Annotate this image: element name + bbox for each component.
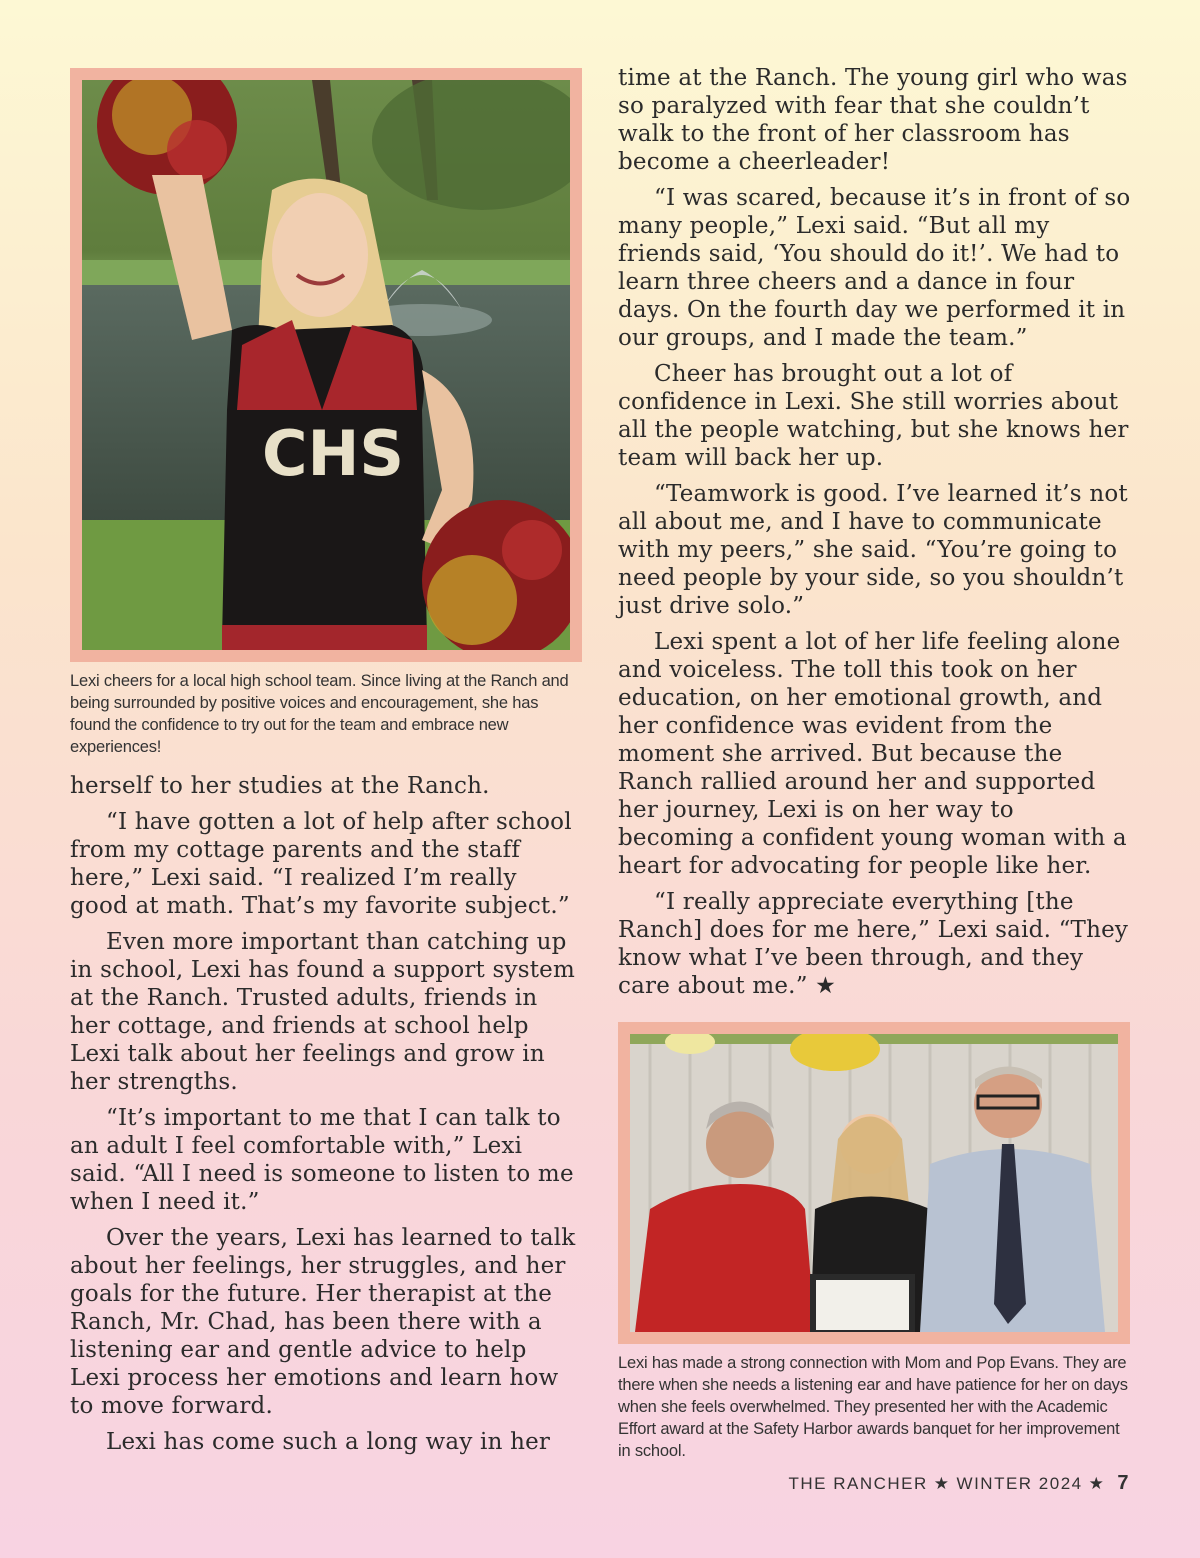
paragraph: Even more important than catching up in school, Lexi has found a support system at the Ranch. Trusted adults, friends in her cottage, and friends at school help Lexi talk about her feelings and grow in her strengths. xyxy=(70,929,575,1095)
paragraph: “I really appreciate everything [the Ranch] does for me here,” Lexi said. “They know what I’ve been through, and they care about me.” ★ xyxy=(618,889,1129,999)
page-number: 7 xyxy=(1117,1472,1130,1494)
left-article-text xyxy=(70,772,582,1456)
page-footer xyxy=(788,1472,1130,1495)
star-icon: ★ xyxy=(1088,1474,1106,1493)
paragraph: “I was scared, because it’s in front of so many people,” Lexi said. “But all my friends said, ‘You should do it!’. We had to learn three cheers and a dance in four days. On the fourth day we performed it in our groups, and I made the team.” xyxy=(618,185,1131,351)
paragraph: time at the Ranch. The young girl who was so paralyzed with fear that she couldn’t walk to the front of her classroom has become a cheerleader! xyxy=(618,65,1128,175)
publication-name: THE RANCHER xyxy=(788,1474,928,1493)
cheerleader-photo-image xyxy=(82,80,570,650)
award-photo-image xyxy=(630,1034,1118,1332)
star-icon: ★ xyxy=(933,1474,951,1493)
paragraph: herself to her studies at the Ranch. xyxy=(70,773,490,799)
award-photo xyxy=(618,1022,1130,1344)
paragraph: “It’s important to me that I can talk to an adult I feel comfortable with,” Lexi said. “All I need is someone to listen to me when I need it.” xyxy=(70,1105,574,1215)
right-column xyxy=(618,64,1133,1462)
uniform-letters: CHS xyxy=(262,417,405,490)
issue-label: WINTER 2024 xyxy=(956,1474,1083,1493)
right-article-text xyxy=(618,64,1133,1000)
left-column xyxy=(70,68,582,1464)
paragraph: Lexi has come such a long way in her xyxy=(106,1429,551,1455)
paragraph: Lexi spent a lot of her life feeling alone and voiceless. The toll this took on her education, on her emotional growth, and her confidence was evident from the moment she arrived. But because the Ranch rallied around her and supported her journey, Lexi is on her way to becoming a confident young woman with a heart for advocating for people like her. xyxy=(618,629,1127,879)
paragraph: Cheer has brought out a lot of confidence in Lexi. She still worries about all the people watching, but she knows her team will back her up. xyxy=(618,361,1129,471)
cheerleader-photo xyxy=(70,68,582,662)
cheerleader-photo-caption: Lexi cheers for a local high school team. Since living at the Ranch and being surrounded by positive voices and encouragement, she has found the confidence to try out for the team and embrace new experiences! xyxy=(70,672,569,756)
award-photo-caption: Lexi has made a strong connection with Mom and Pop Evans. They are there when she needs a listening ear and have patience for her on days when she feels overwhelmed. They presented her with the Academic Effort award at the Safety Harbor awards banquet for her improvement in school. xyxy=(618,1354,1128,1460)
paragraph: “Teamwork is good. I’ve learned it’s not all about me, and I have to communicate with my peers,” she said. “You’re going to need people by your side, so you shouldn’t just drive solo.” xyxy=(618,481,1128,619)
paragraph: “I have gotten a lot of help after school from my cottage parents and the staff here,” Lexi said. “I realized I’m really good at math. That’s my favorite subject.” xyxy=(70,809,572,919)
paragraph: Over the years, Lexi has learned to talk about her feelings, her struggles, and her goals for the future. Her therapist at the Ranch, Mr. Chad, has been there with a listening ear and gentle advice to help Lexi process her emotions and learn how to move forward. xyxy=(70,1225,576,1419)
